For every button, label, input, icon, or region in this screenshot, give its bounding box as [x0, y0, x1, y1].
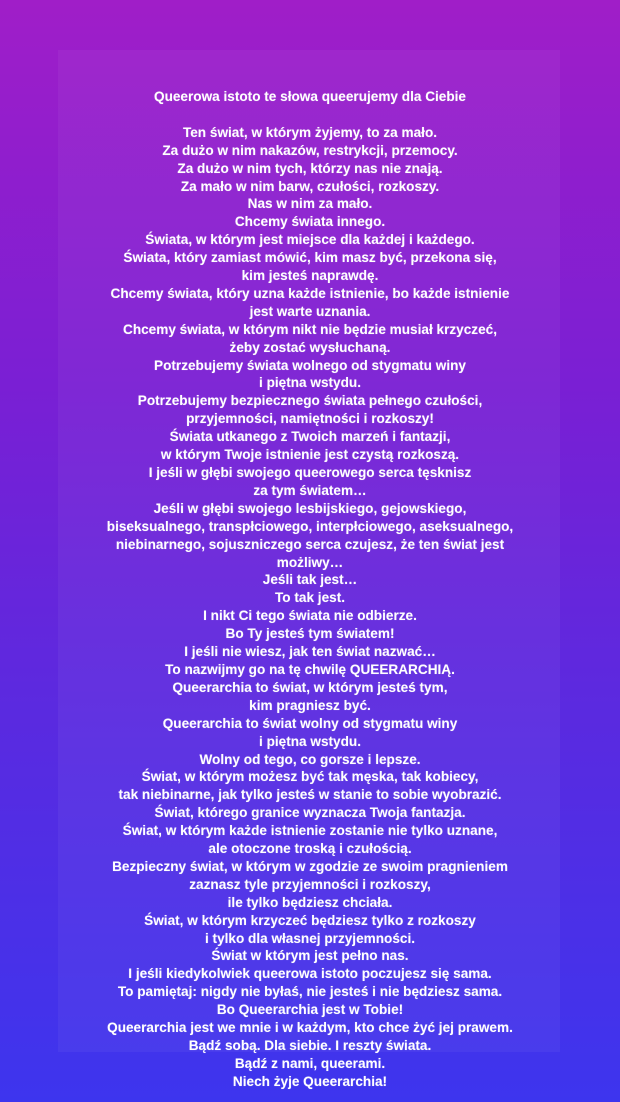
poem-line: żeby zostać wysłuchaną.	[229, 339, 391, 355]
poem-line: Za dużo w nim tych, którzy nas nie znają.	[177, 160, 443, 176]
poem-line: Świat w którym jest pełno nas.	[211, 948, 409, 964]
poem-line: ale otoczone troską i czułością.	[208, 841, 412, 857]
poem-line: Chcemy świata innego.	[234, 214, 386, 230]
poem-lines	[0, 124, 620, 1091]
poem-line: ile tylko będziesz chciała.	[227, 894, 393, 910]
poem-line: przyjemności, namiętności i rozkoszy!	[186, 411, 434, 427]
poem-line: Jeśli w głębi swojego lesbijskiego, gejowskiego,	[153, 500, 467, 516]
story-title: Queerowa istoto te słowa queerujemy dla Ciebie	[154, 89, 466, 104]
poem-line: Świat, którego granice wyznacza Twoja fantazja.	[154, 805, 466, 821]
poem-line: Niech żyje Queerarchia!	[232, 1073, 388, 1089]
poem-line: Queerarchia to świat, w którym jesteś tym,	[172, 679, 448, 695]
poem-line: Świata utkanego z Twoich marzeń i fantazji,	[169, 429, 451, 445]
poem-line: zaznasz tyle przyjemności i rozkoszy,	[189, 876, 431, 892]
poem-line: Bądź z nami, queerami.	[234, 1055, 386, 1071]
poem-line: I jeśli nie wiesz, jak ten świat nazwać…	[184, 644, 436, 660]
poem-line: Potrzebujemy bezpiecznego świata pełnego czułości,	[137, 393, 483, 409]
poem-line: w którym Twoje istnienie jest czystą rozkoszą.	[160, 447, 460, 463]
poem-line: Bo Ty jesteś tym światem!	[225, 626, 395, 642]
poem-line: Chcemy świata, w którym nikt nie będzie musiał krzyczeć,	[123, 321, 497, 337]
poem-line: Ten świat, w którym żyjemy, to za mało.	[182, 124, 438, 140]
poem-line: I jeśli kiedykolwiek queerowa istoto poczujesz się sama.	[128, 966, 492, 982]
poem-line: Za dużo w nim nakazów, restrykcji, przemocy.	[162, 142, 458, 158]
poem-line: za tym światem…	[253, 482, 367, 498]
poem-line: i tylko dla własnej przyjemności.	[204, 930, 416, 946]
poem-line: I jeśli w głębi swojego queerowego serca tęsknisz	[148, 465, 472, 481]
poem-line: To tak jest.	[275, 590, 345, 606]
poem-line: Bądź sobą. Dla siebie. I reszty świata.	[188, 1038, 432, 1054]
poem-line: Za mało w nim barw, czułości, rozkoszy.	[180, 178, 440, 194]
poem-line: Świat, w którym każde istnienie zostanie nie tylko uznane,	[122, 823, 498, 839]
poem-line: Wolny od tego, co gorsze i lepsze.	[199, 751, 421, 767]
poem-line: i piętna wstydu.	[259, 733, 361, 749]
poem-line: kim jesteś naprawdę.	[241, 268, 379, 284]
story-text	[0, 88, 620, 1091]
poem-line: możliwy…	[276, 554, 344, 570]
poem-line: jest warte uznania.	[249, 303, 371, 319]
poem-line: Świata, w którym jest miejsce dla każdej i każdego.	[145, 232, 475, 248]
poem-line: Świat, w którym możesz być tak męska, tak kobiecy,	[141, 769, 479, 785]
poem-line: kim pragniesz być.	[249, 697, 371, 713]
poem-line: Bo Queerarchia jest w Tobie!	[216, 1002, 404, 1018]
poem-line: Nas w nim za mało.	[247, 196, 373, 212]
poem-line: biseksualnego, transpłciowego, interpłciowego, aseksualnego,	[106, 518, 514, 534]
poem-line: Jeśli tak jest…	[262, 572, 358, 588]
poem-line: Queerarchia to świat wolny od stygmatu winy	[162, 715, 458, 731]
poem-line: tak niebinarne, jak tylko jesteś w stanie to sobie wyobrazić.	[118, 787, 502, 803]
poem-line: Chcemy świata, który uzna każde istnienie, bo każde istnienie	[110, 285, 510, 301]
poem-line: Świata, który zamiast mówić, kim masz być, przekona się,	[123, 250, 497, 266]
poem-line: Queerarchia jest we mnie i w każdym, kto chce żyć jej prawem.	[107, 1020, 513, 1036]
poem-line: To nazwijmy go na tę chwilę QUEERARCHIĄ.	[165, 661, 455, 677]
poem-line: Potrzebujemy świata wolnego od stygmatu winy	[154, 357, 466, 373]
poem-line: Świat, w którym krzyczeć będziesz tylko z rozkoszy	[144, 912, 476, 928]
poem-line: i piętna wstydu.	[259, 375, 361, 391]
poem-line: I nikt Ci tego świata nie odbierze.	[203, 608, 417, 624]
poem-line: To pamiętaj: nigdy nie byłaś, nie jesteś i nie będziesz sama.	[117, 984, 503, 1000]
poem-line: niebinarnego, sojuszniczego serca czujesz, że ten świat jest	[115, 536, 505, 552]
poem-line: Bezpieczny świat, w którym w zgodzie ze swoim pragnieniem	[112, 858, 508, 874]
